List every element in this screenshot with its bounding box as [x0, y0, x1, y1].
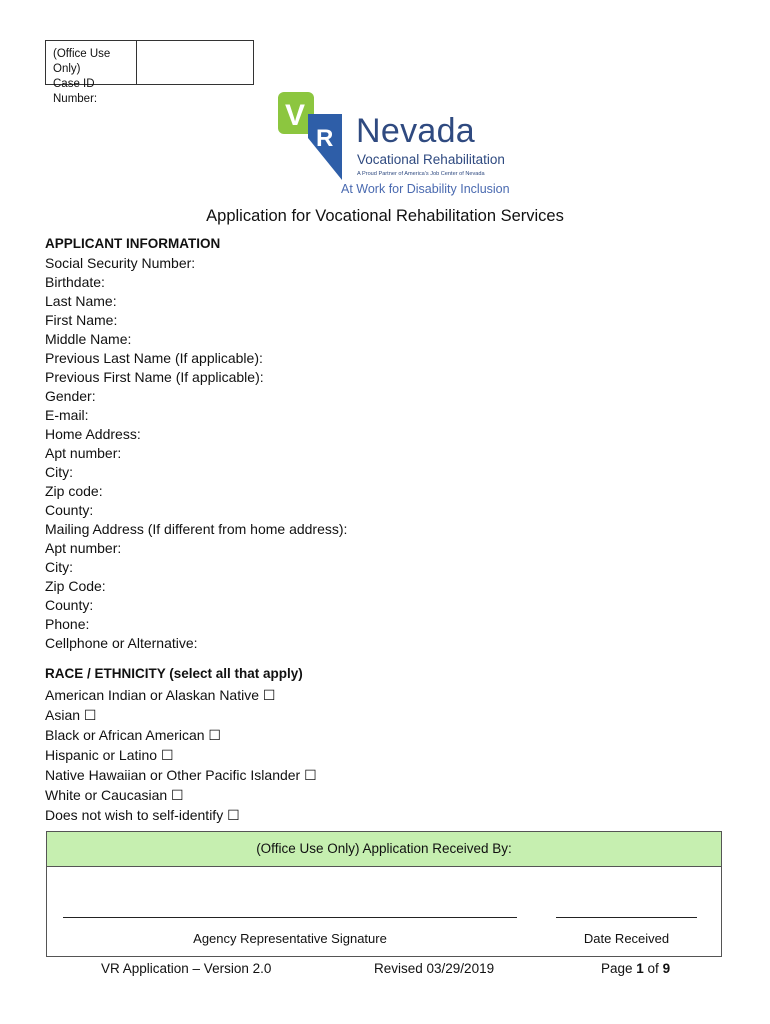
footer-page-number	[601, 961, 670, 976]
logo-nevada-text: Nevada	[356, 112, 475, 150]
applicant-field-label: Apt number:	[45, 445, 122, 461]
case-id-number-field[interactable]	[137, 41, 253, 84]
applicant-field-label: Last Name:	[45, 293, 117, 309]
date-received-label: Date Received	[583, 931, 670, 946]
page-prefix: Page	[601, 961, 637, 976]
applicant-field-label: County:	[45, 597, 94, 613]
page-total: 9	[662, 961, 671, 976]
applicant-info-heading: APPLICANT INFORMATION	[45, 236, 221, 251]
office-use-only-label: (Office Use Only)	[53, 48, 111, 75]
race-option-list	[45, 685, 317, 825]
race-ethnicity-heading: RACE / ETHNICITY (select all that apply)	[45, 666, 303, 681]
race-option-checkbox[interactable]: Black or African American ☐	[45, 727, 221, 743]
applicant-field-label: Apt number:	[45, 540, 122, 556]
applicant-field-label: Previous First Name (If applicable):	[45, 369, 264, 385]
logo-letter-r: R	[316, 125, 334, 152]
received-by-heading: (Office Use Only) Application Received By:	[47, 832, 721, 867]
application-received-box	[46, 831, 722, 957]
applicant-field-label: Gender:	[45, 388, 96, 404]
applicant-field-label: City:	[45, 464, 73, 480]
applicant-field-label: Home Address:	[45, 426, 141, 442]
applicant-field-label: Cellphone or Alternative:	[45, 635, 198, 651]
applicant-field-label: Social Security Number:	[45, 255, 196, 271]
signature-label: Agency Representative Signature	[193, 931, 387, 946]
case-id-number-label: Case ID Number:	[53, 78, 98, 105]
document-title: Application for Vocational Rehabilitation Services	[206, 207, 564, 225]
page-current: 1	[636, 961, 644, 976]
applicant-field-label: Phone:	[45, 616, 90, 632]
applicant-field-label: Zip Code:	[45, 578, 106, 594]
race-option-checkbox[interactable]: Native Hawaiian or Other Pacific Islander ☐	[45, 767, 317, 783]
footer-version: VR Application – Version 2.0	[101, 961, 272, 976]
race-option-checkbox[interactable]: Hispanic or Latino ☐	[45, 747, 174, 763]
applicant-field-label: Previous Last Name (If applicable):	[45, 350, 263, 366]
applicant-field-label: First Name:	[45, 312, 118, 328]
applicant-field-label: Mailing Address (If different from home address):	[45, 521, 348, 537]
applicant-field-label: Birthdate:	[45, 274, 105, 290]
vr-nevada-logo	[278, 92, 508, 200]
race-option-checkbox[interactable]: American Indian or Alaskan Native ☐	[45, 687, 276, 703]
case-id-label	[46, 41, 137, 105]
logo-partner-text: A Proud Partner of America's Job Center of Nevada	[357, 171, 485, 177]
applicant-field-label: Middle Name:	[45, 331, 132, 347]
applicant-field-label: Zip code:	[45, 483, 103, 499]
applicant-field-list	[45, 254, 347, 653]
logo-tagline: At Work for Disability Inclusion	[341, 182, 510, 196]
logo-letter-v: V	[285, 99, 306, 132]
signature-line[interactable]	[63, 917, 517, 918]
applicant-field-label: City:	[45, 559, 73, 575]
page-of: of	[643, 961, 663, 976]
race-option-checkbox[interactable]: White or Caucasian ☐	[45, 787, 184, 803]
vr-logo-mark	[278, 92, 358, 182]
logo-subtitle: Vocational Rehabilitation	[357, 152, 505, 167]
applicant-field-label: County:	[45, 502, 94, 518]
date-received-line[interactable]	[556, 917, 697, 918]
race-option-checkbox[interactable]: Asian ☐	[45, 707, 97, 723]
race-option-checkbox[interactable]: Does not wish to self-identify ☐	[45, 807, 240, 823]
applicant-field-label: E-mail:	[45, 407, 89, 423]
office-use-case-id-box	[45, 40, 254, 105]
footer-revised: Revised 03/29/2019	[374, 961, 495, 976]
